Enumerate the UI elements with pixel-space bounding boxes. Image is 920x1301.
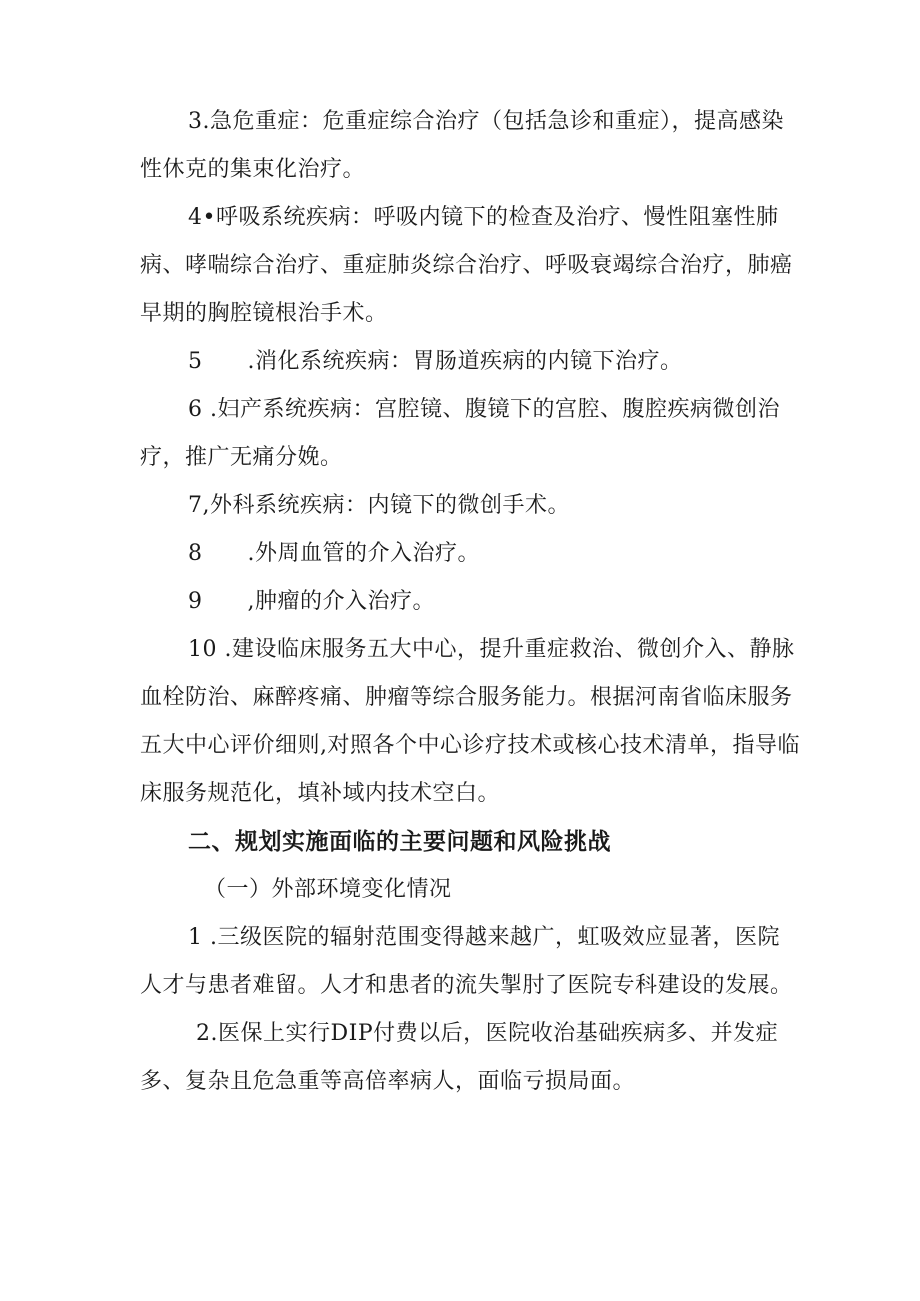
section-heading: 二、规划实施面临的主要问题和风险挑战 bbox=[188, 829, 611, 855]
paragraph-obstetrics: 6 .妇产系统疾病：宫腔镜、腹镜下的宫腔、腹腔疾病微创治疗，推广无痛分娩。 bbox=[140, 397, 780, 470]
paragraph-vascular: 8 .外周血管的介入治疗。 bbox=[188, 541, 480, 566]
subsection-heading: （一）外部环境变化情况 bbox=[204, 877, 452, 902]
document-page bbox=[140, 98, 800, 1106]
paragraph-tumor: 9 ,肿瘤的介入治疗。 bbox=[188, 589, 435, 614]
paragraph-digestive: 5 .消化系统疾病：胃肠道疾病的内镜下治疗。 bbox=[188, 349, 683, 374]
paragraph-respiratory: 4•呼吸系统疾病：呼吸内镜下的检查及治疗、慢性阻塞性肺病、哮喘综合治疗、重症肺炎综合治疗、呼吸衰竭综合治疗，肺癌早期的胸腔镜根治手术。 bbox=[140, 205, 793, 326]
paragraph-emergency: 3.急危重症：危重症综合治疗（包括急诊和重症），提高感染性休克的集束化治疗。 bbox=[140, 109, 784, 182]
paragraph-dip-payment: 2.医保上实行DIP付费以后，医院收治基础疾病多、并发症多、复杂且危急重等高倍率病人，面临亏损局面。 bbox=[140, 1021, 779, 1094]
paragraph-tertiary-hospitals: 1 .三级医院的辐射范围变得越来越广，虹吸效应显著，医院人才与患者难留。人才和患者的流失掣肘了医院专科建设的发展。 bbox=[140, 925, 793, 998]
paragraph-surgery: 7,外科系统疾病：内镜下的微创手术。 bbox=[188, 493, 570, 518]
paragraph-five-centers: 10 .建设临床服务五大中心，提升重症救治、微创介入、静脉血栓防治、麻醉疼痛、肿瘤等综合服务能力。根据河南省临床服务五大中心评价细则,对照各个中心诊疗技术或核心技术清单，指导临床服务规范化，填补域内技术空白。 bbox=[140, 637, 800, 806]
